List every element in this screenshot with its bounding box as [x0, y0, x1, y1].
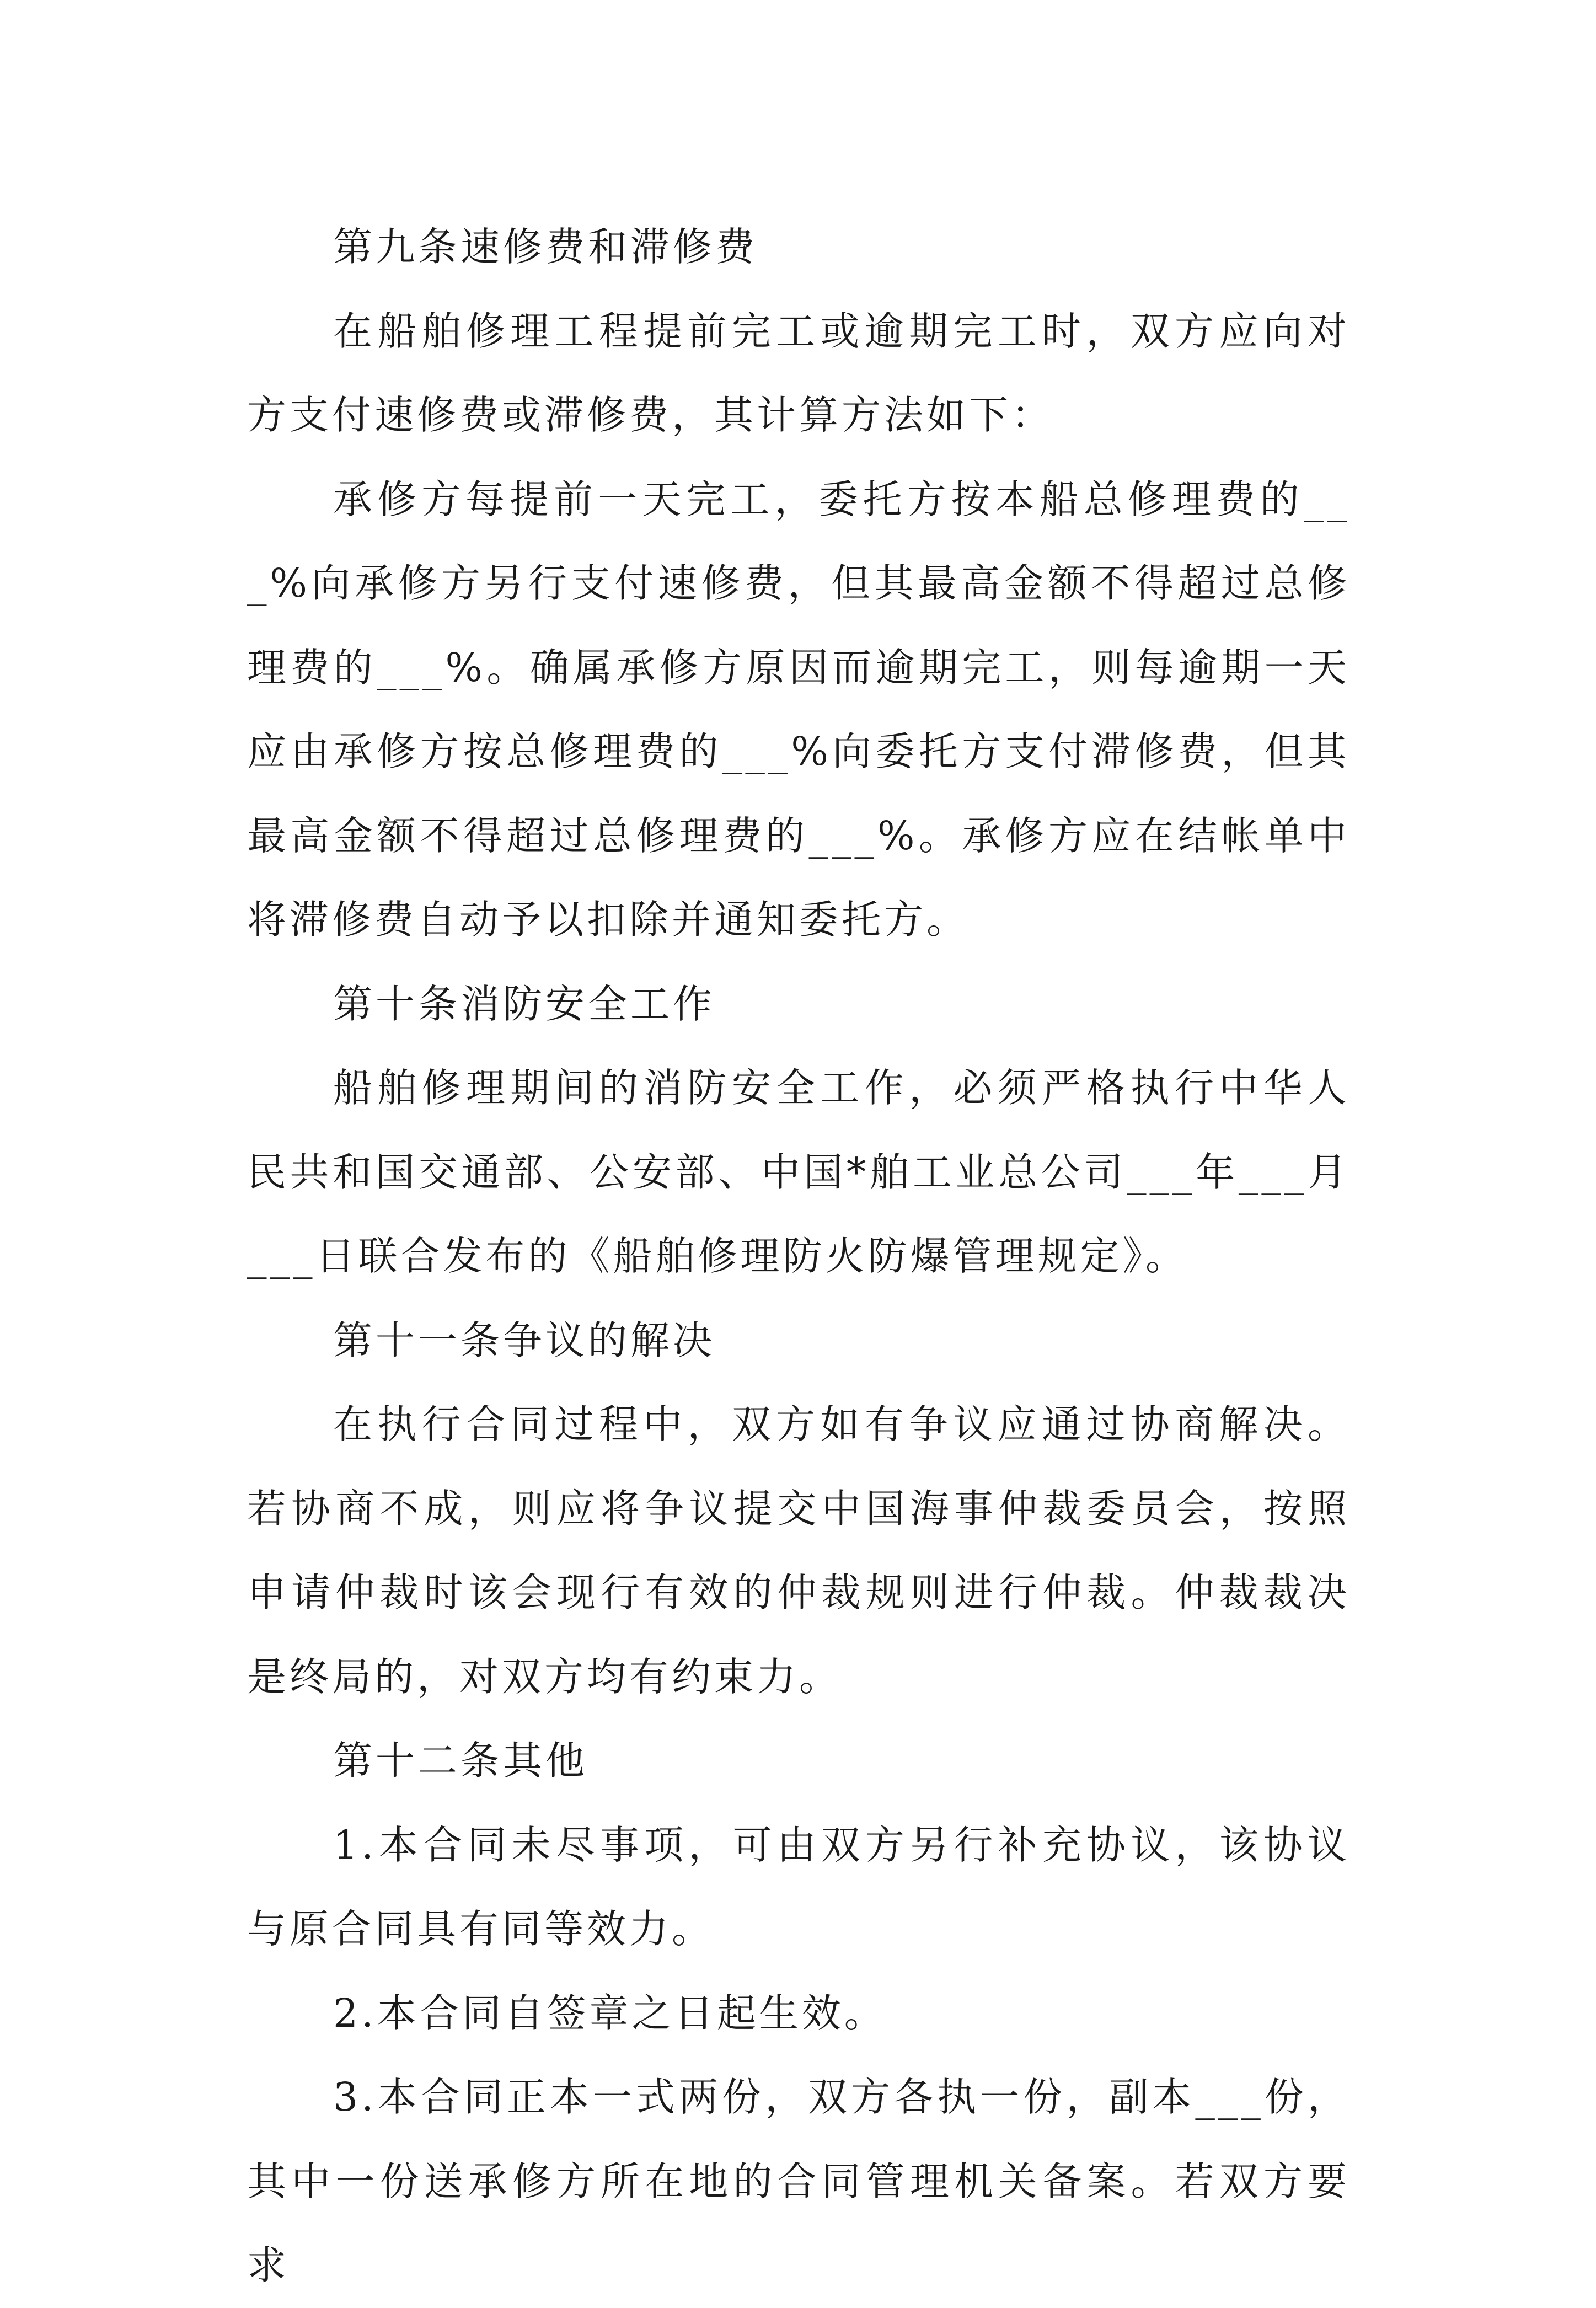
- article-11-paragraph: 在执行合同过程中，双方如有争议应通过协商解决。若协商不成，则应将争议提交中国海事仲裁委员会，按照申请仲裁时该会现行有效的仲裁规则进行仲裁。仲裁裁决是终局的，对双方均有约束力。: [247, 1401, 1350, 1700]
- article-12-heading: 第十二条其他: [333, 1738, 588, 1784]
- article-10-paragraph: 船舶修理期间的消防安全工作，必须严格执行中华人民共和国交通部、公安部、中国*舶工业总公司___年___月___日联合发布的《船舶修理防火防爆管理规定》。: [247, 1065, 1350, 1279]
- article-9-paragraph-2: 承修方每提前一天完工，委托方按本船总修理费的___%向承修方另行支付速修费，但其最高金额不得超过总修理费的___%。确属承修方原因而逾期完工，则每逾期一天应由承修方按总修理费的___%向委托方支付滞修费，但其最高金额不得超过总修理费的___%。承修方应在结帐单中将滞修费自动予以扣除并通知委托方。: [247, 476, 1350, 943]
- article-12-item-2: 2.本合同自签章之日起生效。: [333, 1990, 887, 2036]
- article-12-item-3: 3.本合同正本一式两份，双方各执一份，副本___份，其中一份送承修方所在地的合同管理机关备案。若双方要求: [247, 2074, 1350, 2288]
- article-9-paragraph-1: 在船舶修理工程提前完工或逾期完工时，双方应向对方支付速修费或滞修费，其计算方法如下：: [247, 308, 1350, 438]
- article-9-heading: 第九条速修费和滞修费: [333, 224, 758, 270]
- article-12-item-1: 1.本合同未尽事项，可由双方另行补充协议，该协议与原合同具有同等效力。: [247, 1822, 1350, 1952]
- article-10-heading: 第十条消防安全工作: [333, 981, 716, 1027]
- article-11-heading: 第十一条争议的解决: [333, 1317, 716, 1363]
- contract-text: [247, 205, 1350, 2308]
